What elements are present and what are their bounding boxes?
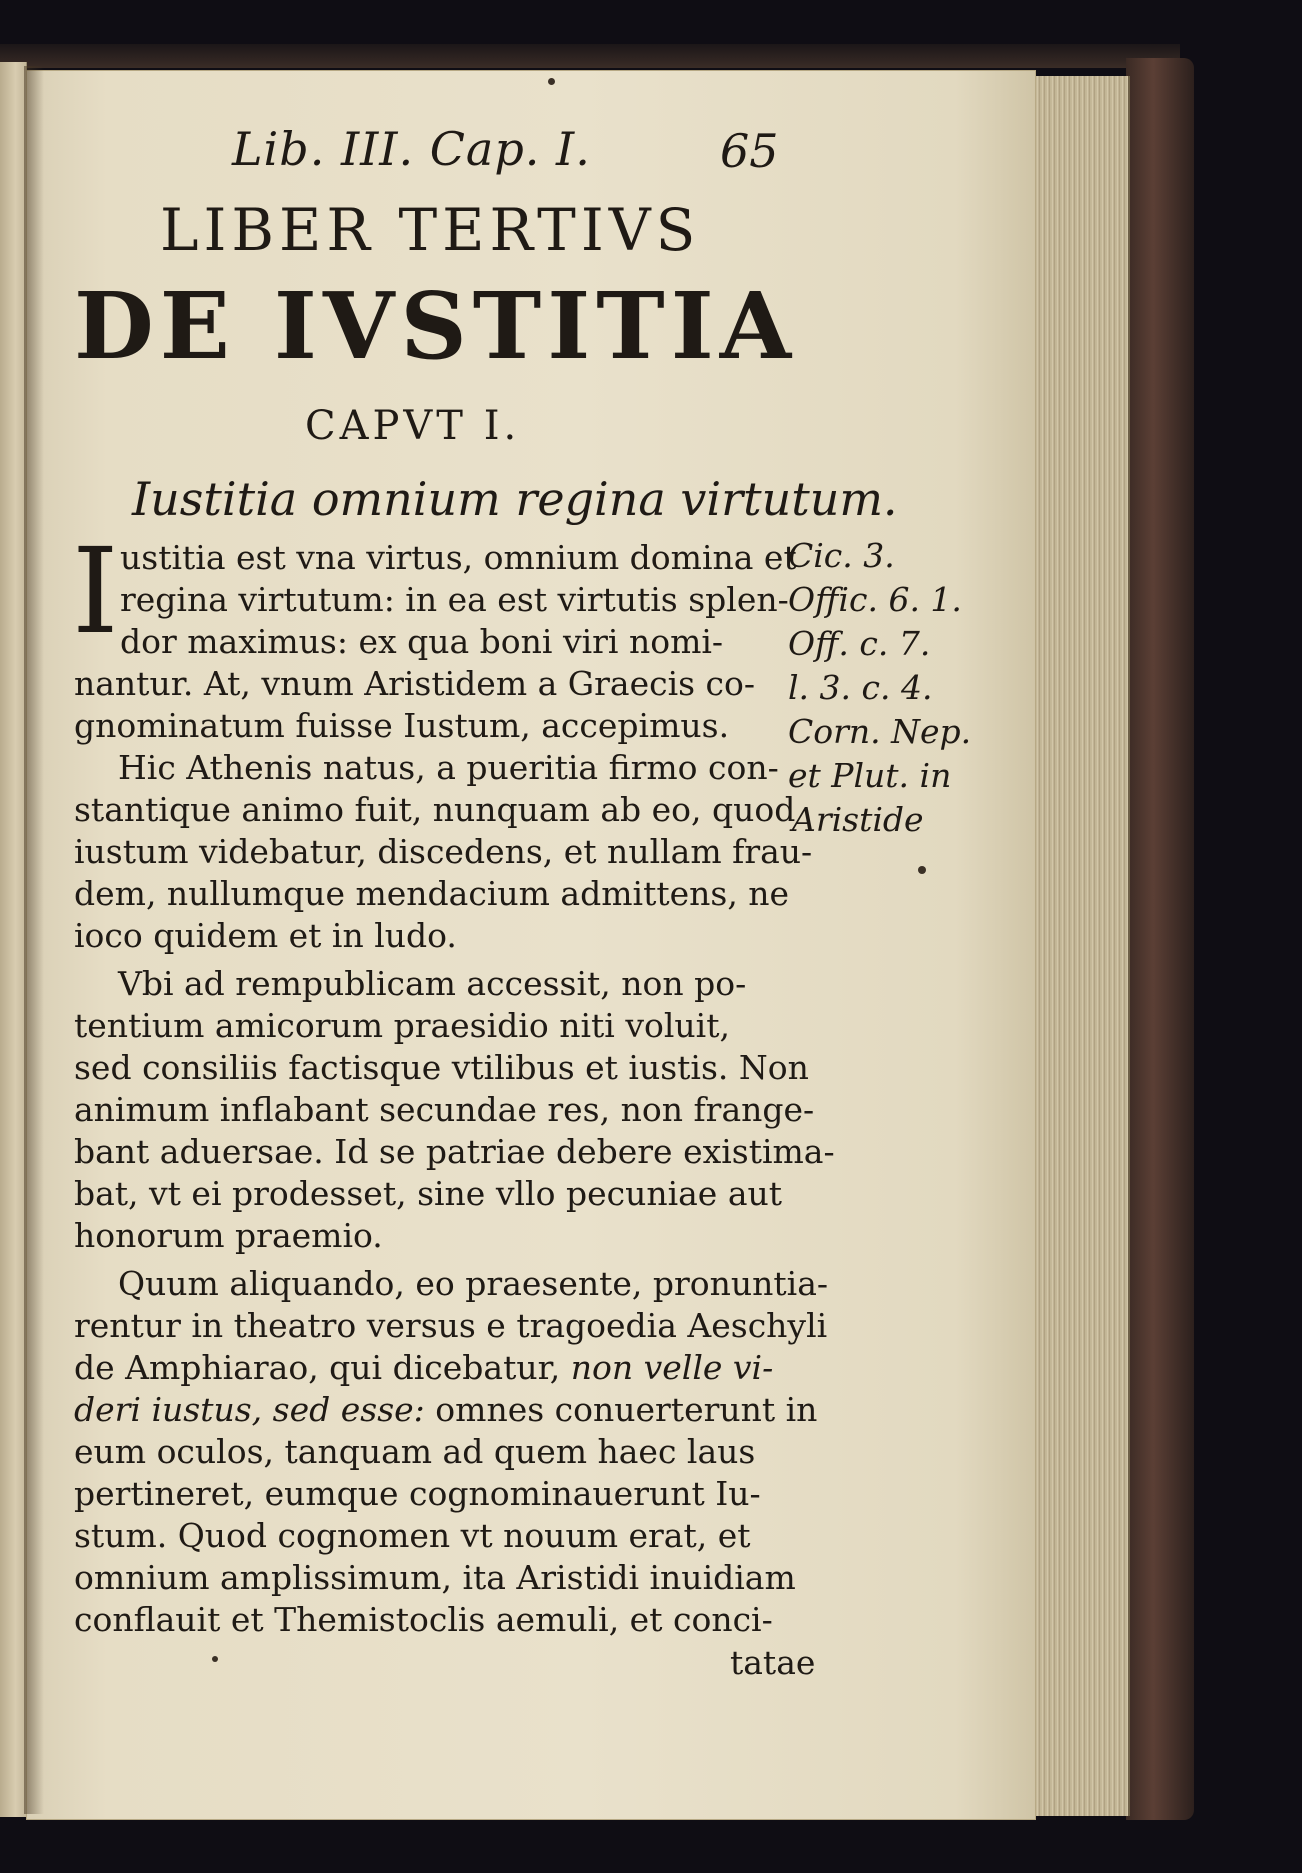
quoted-verse: deri iustus, sed esse: [74,1390,425,1429]
body-line: ioco quidem et in ludo. [74,916,457,955]
book-cover-back [1126,58,1194,1820]
body-line [74,1390,817,1430]
body-line: conflauit et Themistoclis aemuli, et conci- [74,1600,773,1639]
book-cover-top [0,44,1180,68]
margin-note: et Plut. in [788,756,952,795]
margin-note: Aristide [792,800,924,839]
margin-note: Offic. 6. 1. [788,580,962,619]
gutter-shadow [24,66,44,1814]
body-line: ustitia est vna virtus, omnium domina et [120,538,797,577]
body-line: sed consiliis factisque vtilibus et iustis. Non [74,1048,809,1087]
margin-note: Corn. Nep. [788,712,972,751]
body-line: bat, vt ei prodesset, sine vllo pecuniae aut [74,1174,783,1213]
body-line: iustum videbatur, discedens, et nullam frau- [74,832,813,871]
body-line: omnium amplissimum, ita Aristidi inuidiam [74,1558,796,1597]
body-line: dor maximus: ex qua boni viri nomi- [120,622,724,661]
body-line: rentur in theatro versus e tragoedia Aeschyli [74,1306,828,1345]
margin-note: Off. c. 7. [788,624,931,663]
chapter-subtitle: Iustitia omnium regina virtutum. [132,472,898,526]
margin-note: Cic. 3. [788,536,895,575]
body-text: de Amphiarao, qui dicebatur, [74,1348,561,1387]
body-line: Hic Athenis natus, a pueritia firmo con- [118,748,779,787]
drop-cap: I [72,522,119,660]
running-head: Lib. III. Cap. I. [232,122,591,176]
paper-speck [548,78,555,85]
page-block-edges [1036,76,1130,1816]
body-line: pertineret, eumque cognominauerunt Iu- [74,1474,761,1513]
body-line: regina virtutum: in ea est virtutis splen- [120,580,789,619]
body-line [74,1348,773,1388]
body-line: nantur. At, vnum Aristidem a Graecis co- [74,664,756,703]
body-line: eum oculos, tanquam ad quem haec laus [74,1432,756,1471]
body-line: Quum aliquando, eo praesente, pronuntia- [118,1264,829,1303]
body-line: dem, nullumque mendacium admittens, ne [74,874,790,913]
body-line: Vbi ad rempublicam accessit, non po- [118,964,747,1003]
paper-speck [212,1656,218,1662]
body-line: animum inflabant secundae res, non frange- [74,1090,815,1129]
body-line: bant aduersae. Id se patriae debere existima- [74,1132,835,1171]
body-line: stantique animo fuit, nunquam ab eo, quod [74,790,796,829]
facing-page-strip [0,62,27,1817]
paper-speck [918,866,926,874]
main-title: DE IVSTITIA [74,272,798,380]
body-line: tentium amicorum praesidio niti voluit, [74,1006,730,1045]
catchword: tatae [730,1643,816,1682]
book-title: LIBER TERTIVS [160,196,701,264]
body-line: stum. Quod cognomen vt nouum erat, et [74,1516,751,1555]
quoted-verse: non velle vi- [570,1348,774,1387]
body-line: honorum praemio. [74,1216,383,1255]
body-text: omnes conuerterunt in [435,1390,818,1429]
page-number: 65 [720,124,779,178]
margin-note: l. 3. c. 4. [788,668,933,707]
chapter-heading: CAPVT I. [305,403,521,449]
body-line: gnominatum fuisse Iustum, accepimus. [74,706,730,745]
